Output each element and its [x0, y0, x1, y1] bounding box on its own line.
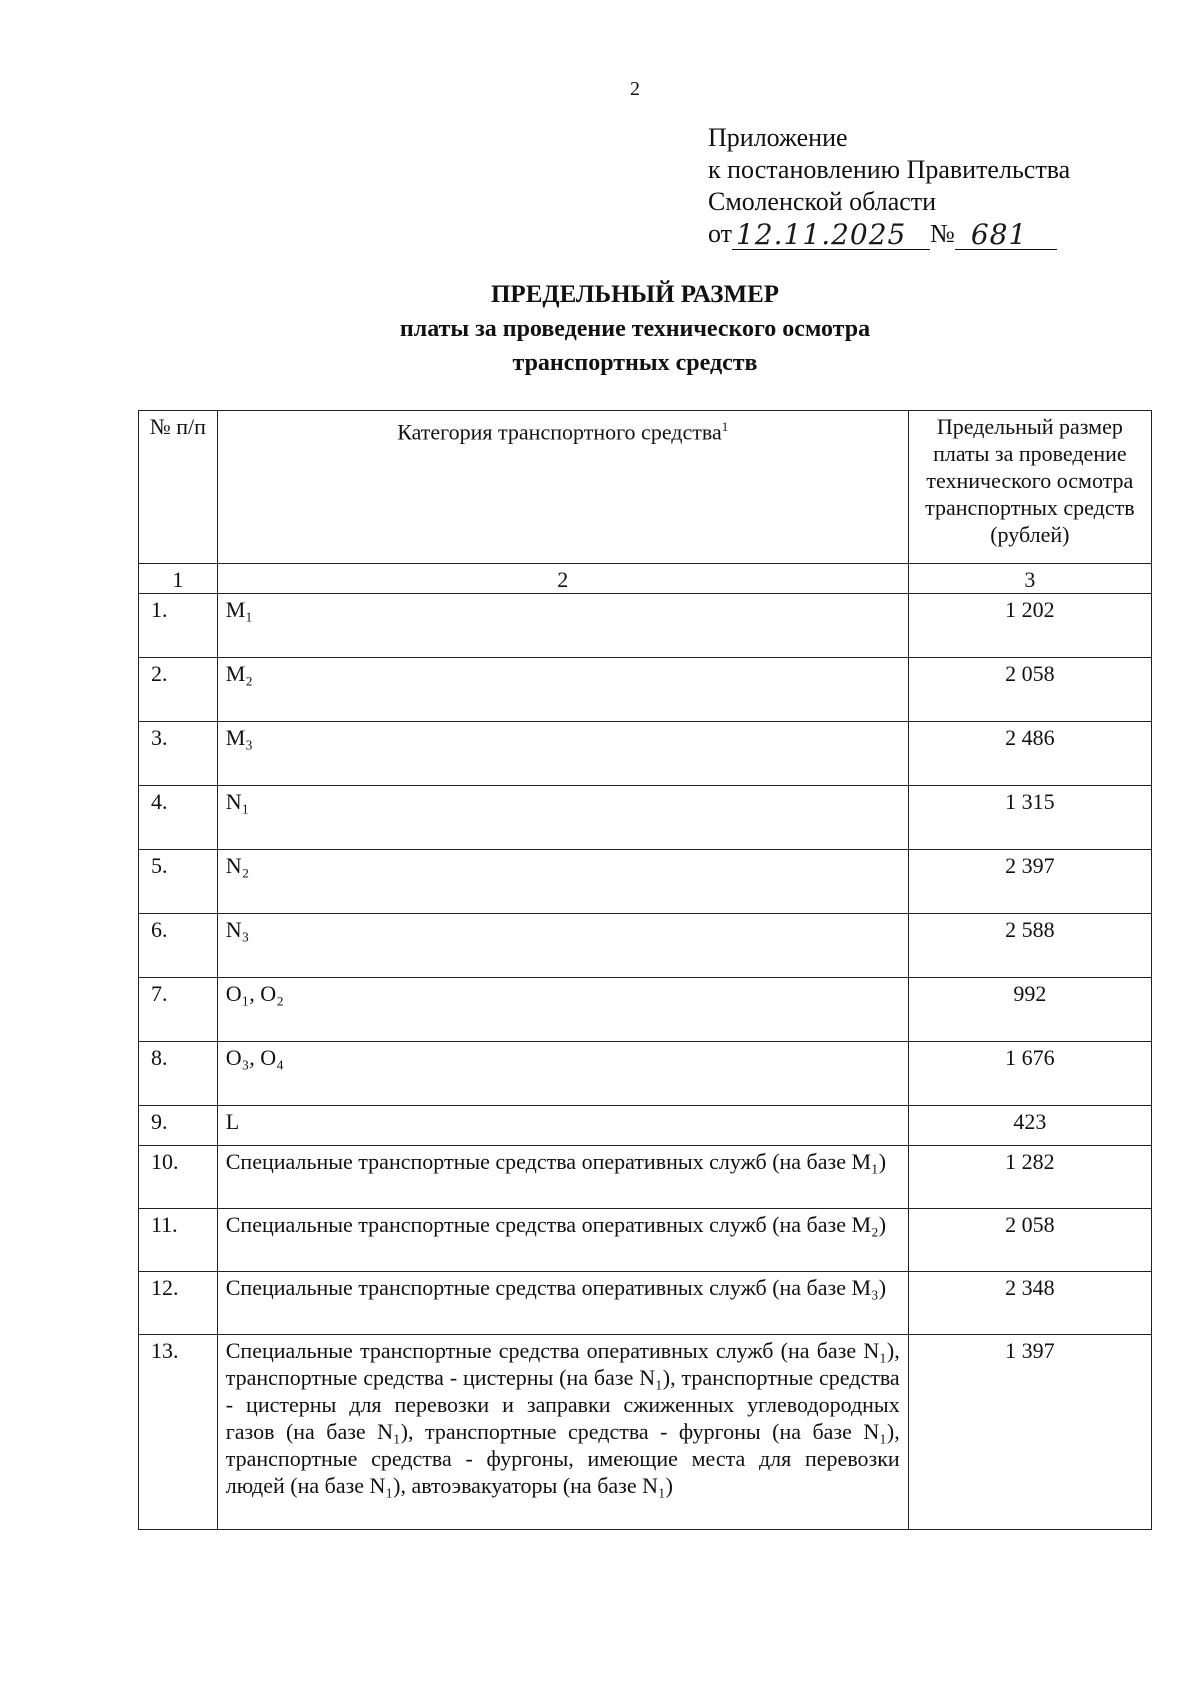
- table-header-row: [139, 411, 1152, 564]
- row-category: N₂: [217, 850, 908, 914]
- page-number: 2: [630, 78, 640, 100]
- table-row: [139, 1209, 1152, 1272]
- row-category: M₂: [217, 658, 908, 722]
- row-fee: 2 588: [908, 914, 1151, 978]
- row-fee: 1 202: [908, 594, 1151, 658]
- row-category: N₁: [217, 786, 908, 850]
- table-row: [139, 1146, 1152, 1209]
- row-category: Специальные транспортные средства оперативных служб (на базе M₁): [217, 1146, 908, 1209]
- date-field: [732, 219, 930, 250]
- table-row: [139, 1272, 1152, 1335]
- table-row: [139, 850, 1152, 914]
- row-number: 4.: [139, 786, 218, 850]
- title-subtitle-1: платы за проведение технического осмотра: [399, 316, 871, 342]
- row-category: Специальные транспортные средства оперативных служб (на базе N₁), транспортные средства - цистерны (на базе N₁), транспортные средства - цистерны для перевозки и заправки сжиженных углеводородных газов (на базе N₁), транспортные средства - фургоны (на базе N₁), транспортные средства - фургоны, имеющие места для перевозки людей (на базе N₁), автоэвакуаторы (на базе N₁): [217, 1335, 908, 1530]
- number-field: [955, 219, 1057, 250]
- row-fee: 2 397: [908, 850, 1151, 914]
- row-fee: 2 486: [908, 722, 1151, 786]
- row-category: Специальные транспортные средства оперативных служб (на базе M₂): [217, 1209, 908, 1272]
- appendix-date-number-line: [708, 218, 1070, 250]
- row-number: 8.: [139, 1042, 218, 1106]
- row-fee: 2 058: [908, 658, 1151, 722]
- table-row: [139, 1042, 1152, 1106]
- handwritten-date: 12.11.2025: [736, 218, 907, 251]
- handwritten-number: 681: [970, 218, 1028, 251]
- row-fee: 1 282: [908, 1146, 1151, 1209]
- row-category: O₃, O₄: [217, 1042, 908, 1106]
- row-number: 1.: [139, 594, 218, 658]
- table-row: [139, 594, 1152, 658]
- header-number: № п/п: [139, 411, 218, 564]
- row-number: 12.: [139, 1272, 218, 1335]
- row-category: L: [217, 1106, 908, 1146]
- row-fee: 1 315: [908, 786, 1151, 850]
- number-label: №: [930, 219, 955, 248]
- title-subtitle-2: транспортных средств: [512, 350, 758, 376]
- header-category-text: Категория транспортного средства: [397, 419, 722, 445]
- column-number-row: [139, 564, 1152, 594]
- title-main: ПРЕДЕЛЬНЫЙ РАЗМЕР: [490, 281, 780, 308]
- row-fee: 423: [908, 1106, 1151, 1146]
- table-row: [139, 1335, 1152, 1530]
- table-row: [139, 914, 1152, 978]
- table-row: [139, 786, 1152, 850]
- appendix-block: [708, 122, 1070, 250]
- table-row: [139, 722, 1152, 786]
- table-row: [139, 1106, 1152, 1146]
- column-number-1: 1: [139, 564, 218, 594]
- header-fee: Предельный размер платы за проведение технического осмотра транспортных средств (рублей): [908, 411, 1151, 564]
- row-category: M₁: [217, 594, 908, 658]
- row-number: 7.: [139, 978, 218, 1042]
- header-category: [217, 411, 908, 564]
- appendix-line-1: Приложение: [708, 123, 848, 152]
- row-number: 6.: [139, 914, 218, 978]
- table-row: [139, 658, 1152, 722]
- row-number: 3.: [139, 722, 218, 786]
- row-category: O₁, O₂: [217, 978, 908, 1042]
- from-label: от: [708, 219, 733, 248]
- row-category: M₃: [217, 722, 908, 786]
- row-category: N₃: [217, 914, 908, 978]
- row-number: 9.: [139, 1106, 218, 1146]
- column-number-2: 2: [217, 564, 908, 594]
- header-category-footnote: 1: [721, 419, 729, 434]
- column-number-3: 3: [908, 564, 1151, 594]
- row-category: Специальные транспортные средства оперативных служб (на базе M₃): [217, 1272, 908, 1335]
- row-number: 13.: [139, 1335, 218, 1530]
- row-fee: 1 676: [908, 1042, 1151, 1106]
- fee-table: [138, 410, 1152, 1530]
- row-fee: 1 397: [908, 1335, 1151, 1530]
- document-title: [0, 278, 1200, 380]
- row-fee: 2 058: [908, 1209, 1151, 1272]
- row-number: 5.: [139, 850, 218, 914]
- appendix-line-3: Смоленской области: [708, 187, 937, 216]
- row-fee: 2 348: [908, 1272, 1151, 1335]
- row-number: 11.: [139, 1209, 218, 1272]
- appendix-line-2: к постановлению Правительства: [708, 155, 1071, 184]
- row-fee: 992: [908, 978, 1151, 1042]
- row-number: 2.: [139, 658, 218, 722]
- row-number: 10.: [139, 1146, 218, 1209]
- table-row: [139, 978, 1152, 1042]
